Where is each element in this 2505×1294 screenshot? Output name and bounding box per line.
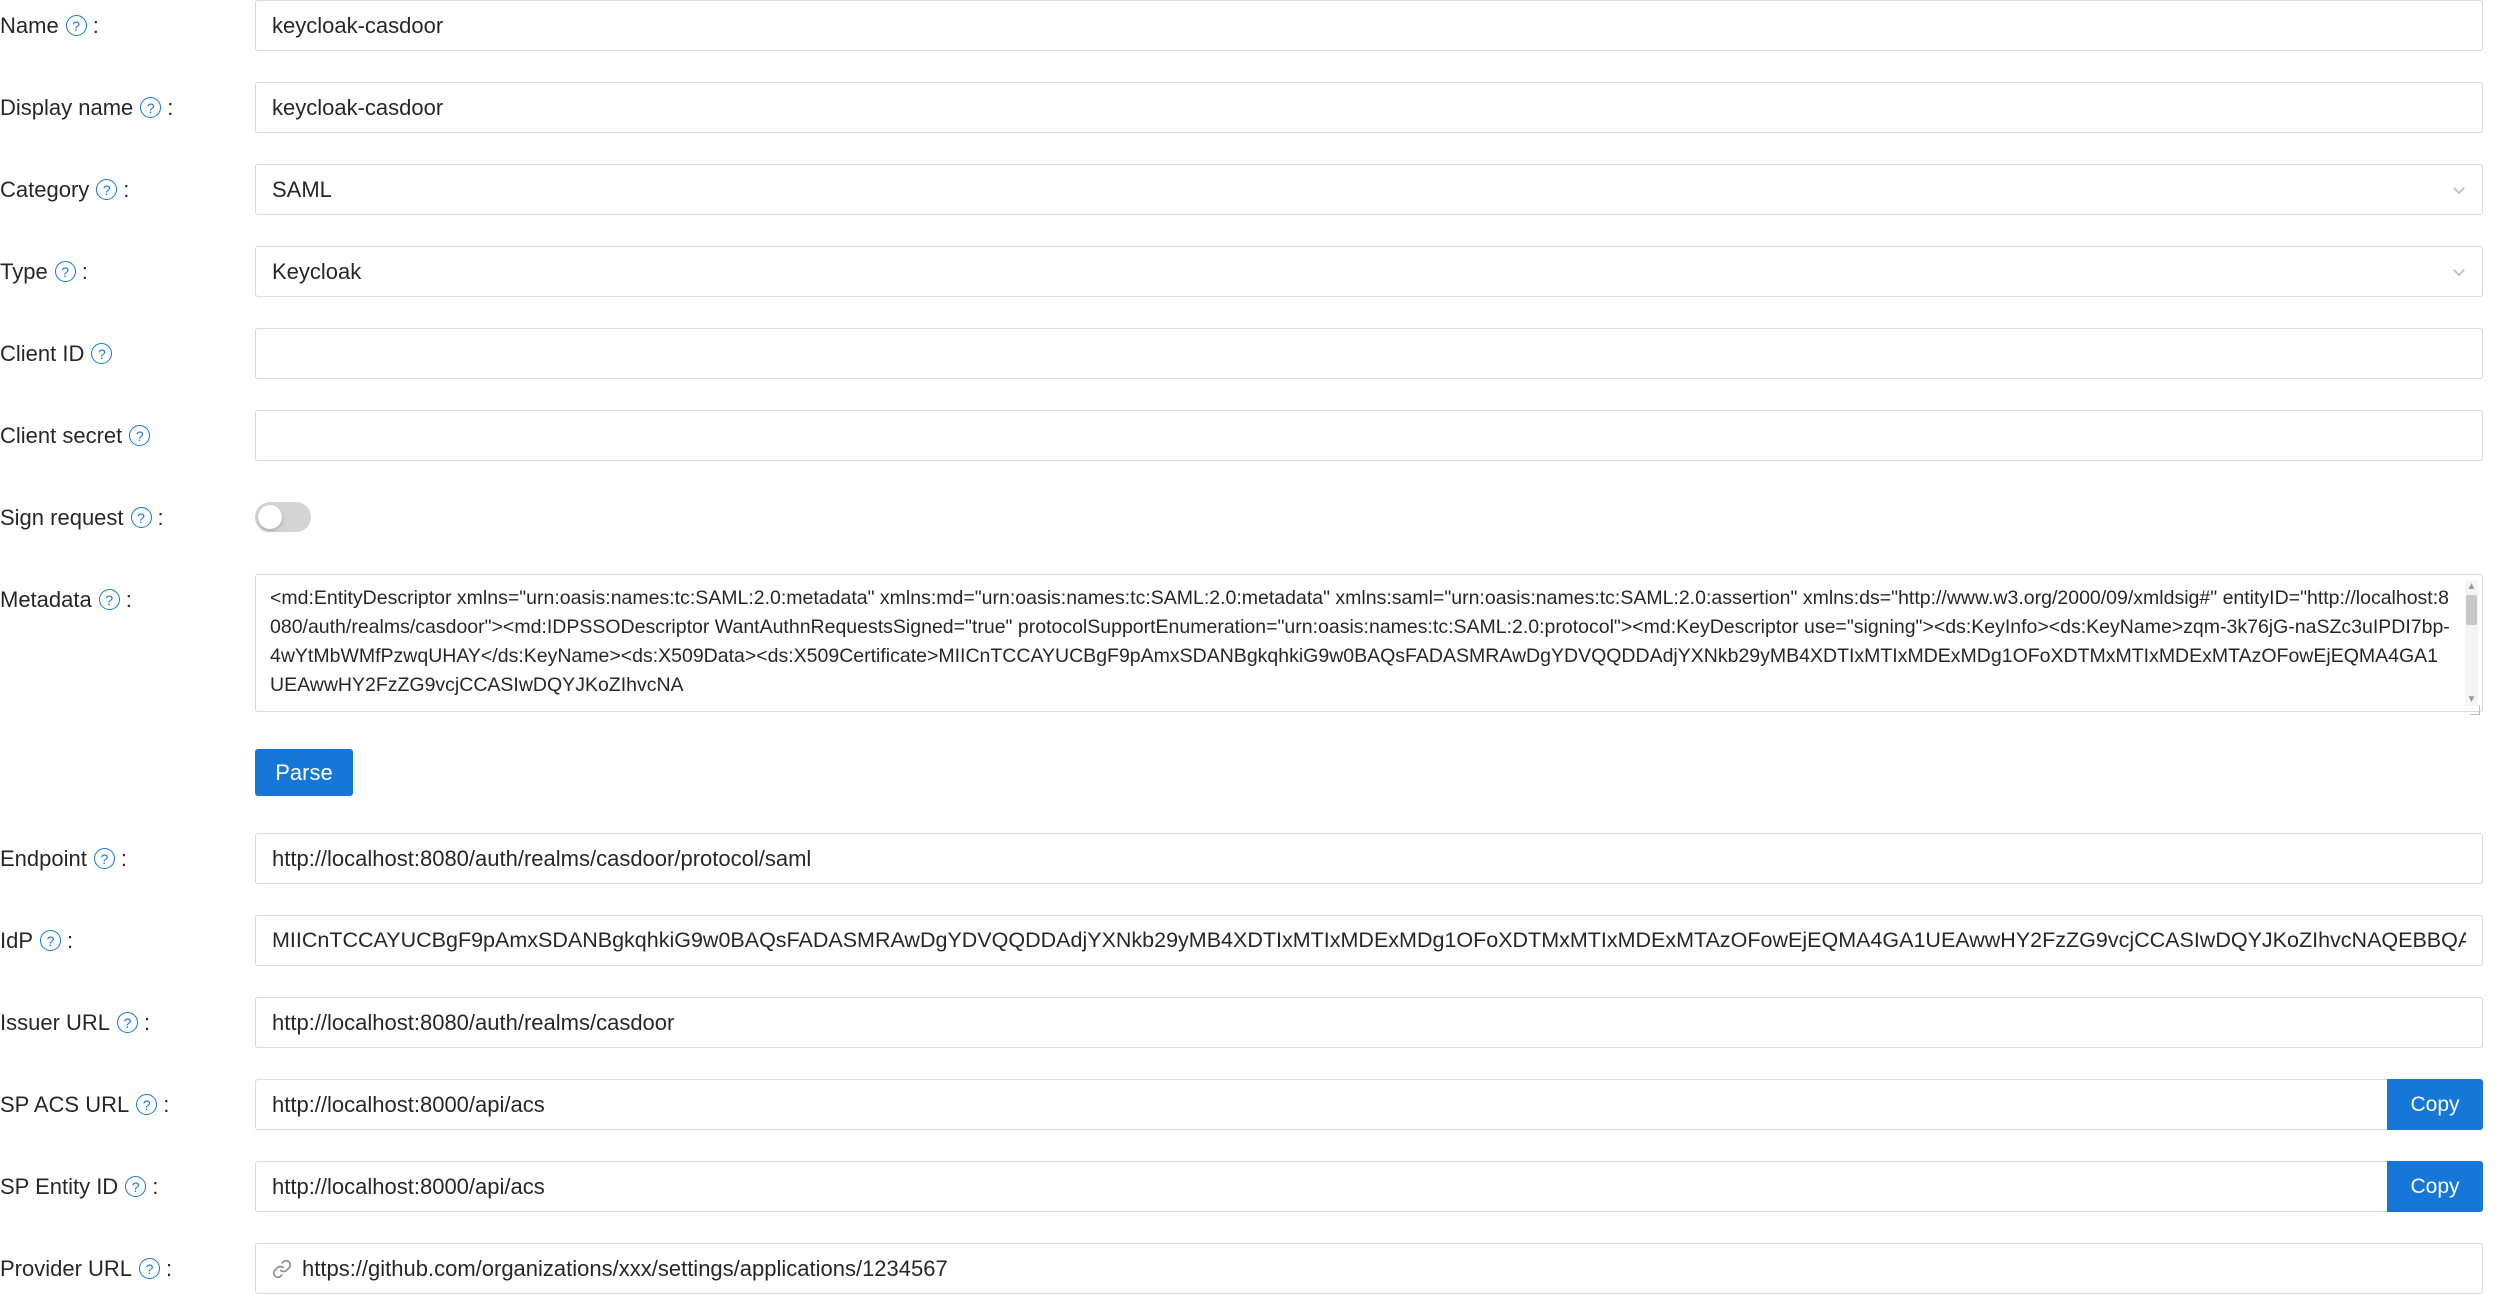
label-colon: : <box>67 927 74 953</box>
label-sp-entity-id-text: SP Entity ID <box>0 1173 119 1199</box>
label-sp-acs-url <box>0 1079 255 1130</box>
display-name-input[interactable] <box>255 82 2483 133</box>
field-provider-url <box>255 1243 2505 1294</box>
label-sp-acs-url-text: SP ACS URL <box>0 1091 130 1117</box>
form-row-sign-request <box>0 492 2505 543</box>
type-select[interactable] <box>255 246 2483 297</box>
category-select-value: SAML <box>272 177 332 202</box>
help-icon[interactable]: ? <box>40 930 61 951</box>
metadata-textarea-wrap <box>255 574 2483 718</box>
help-icon[interactable]: ? <box>94 848 115 869</box>
form-row-name <box>0 0 2505 51</box>
label-type-text: Type <box>0 258 48 284</box>
label-colon: : <box>152 1173 159 1199</box>
label-idp <box>0 915 255 966</box>
form-row-idp <box>0 915 2505 966</box>
chevron-down-icon <box>2450 181 2468 199</box>
name-input[interactable] <box>255 0 2483 51</box>
sign-request-toggle[interactable] <box>255 502 311 532</box>
field-type <box>255 246 2505 297</box>
label-category <box>0 164 255 215</box>
form-row-sp-acs-url <box>0 1079 2505 1130</box>
form-row-parse <box>0 749 2505 800</box>
sp-entity-id-input[interactable] <box>255 1161 2388 1212</box>
field-display-name <box>255 82 2505 133</box>
copy-sp-acs-url-button[interactable]: Copy <box>2387 1079 2483 1130</box>
field-category <box>255 164 2505 215</box>
help-icon[interactable]: ? <box>91 343 112 364</box>
label-endpoint-text: Endpoint <box>0 845 87 871</box>
label-client-id-text: Client ID <box>0 340 85 366</box>
endpoint-input[interactable] <box>255 833 2483 884</box>
field-name <box>255 0 2505 51</box>
help-icon[interactable]: ? <box>136 1094 157 1115</box>
label-category-text: Category <box>0 176 90 202</box>
category-select[interactable] <box>255 164 2483 215</box>
copy-sp-entity-id-button[interactable]: Copy <box>2387 1161 2483 1212</box>
client-id-input[interactable] <box>255 328 2483 379</box>
label-metadata-text: Metadata <box>0 586 92 612</box>
form-row-provider-url <box>0 1243 2505 1294</box>
field-idp <box>255 915 2505 966</box>
scroll-down-icon[interactable]: ▼ <box>2466 694 2477 705</box>
sp-acs-url-input[interactable] <box>255 1079 2388 1130</box>
provider-url-text: https://github.com/organizations/xxx/settings/applications/1234567 <box>302 1255 948 1281</box>
form-row-endpoint <box>0 833 2505 884</box>
label-idp-text: IdP <box>0 927 34 953</box>
field-client-secret <box>255 410 2505 461</box>
label-name-text: Name <box>0 12 59 38</box>
type-select-value: Keycloak <box>272 259 362 284</box>
sp-acs-url-group <box>255 1079 2483 1130</box>
field-sp-entity-id <box>255 1161 2505 1212</box>
label-sign-request-text: Sign request <box>0 504 124 530</box>
label-provider-url <box>0 1243 255 1294</box>
help-icon[interactable]: ? <box>140 97 161 118</box>
label-colon: : <box>157 504 164 530</box>
label-issuer-url-text: Issuer URL <box>0 1009 111 1035</box>
label-colon: : <box>167 94 174 120</box>
idp-input[interactable] <box>255 915 2483 966</box>
issuer-url-input[interactable] <box>255 997 2483 1048</box>
help-icon[interactable]: ? <box>139 1258 160 1279</box>
label-colon: : <box>123 176 130 202</box>
label-sp-entity-id <box>0 1161 255 1212</box>
label-endpoint <box>0 833 255 884</box>
field-sp-acs-url <box>255 1079 2505 1130</box>
label-colon: : <box>125 586 132 612</box>
field-endpoint <box>255 833 2505 884</box>
metadata-textarea[interactable] <box>255 574 2483 712</box>
scroll-up-icon[interactable]: ▲ <box>2466 581 2477 592</box>
client-secret-input[interactable] <box>255 410 2483 461</box>
label-colon: : <box>144 1009 151 1035</box>
label-colon: : <box>92 12 99 38</box>
label-colon: : <box>166 1255 173 1281</box>
form-row-type <box>0 246 2505 297</box>
form-row-category <box>0 164 2505 215</box>
label-client-secret <box>0 410 255 461</box>
chevron-down-icon <box>2450 263 2468 281</box>
toggle-knob <box>258 505 282 529</box>
label-metadata <box>0 574 255 625</box>
label-type <box>0 246 255 297</box>
help-icon[interactable]: ? <box>129 425 150 446</box>
link-icon <box>272 1259 292 1279</box>
label-colon: : <box>120 845 127 871</box>
provider-url-input[interactable] <box>255 1243 2483 1294</box>
label-client-id <box>0 328 255 379</box>
help-icon[interactable]: ? <box>55 261 76 282</box>
field-issuer-url <box>255 997 2505 1048</box>
form-row-metadata <box>0 574 2505 718</box>
metadata-scrollbar[interactable] <box>2465 580 2478 706</box>
form-row-client-secret <box>0 410 2505 461</box>
label-issuer-url <box>0 997 255 1048</box>
form-row-sp-entity-id <box>0 1161 2505 1212</box>
field-parse <box>255 749 2505 796</box>
form-row-client-id <box>0 328 2505 379</box>
label-name <box>0 0 255 51</box>
label-provider-url-text: Provider URL <box>0 1255 133 1281</box>
label-sign-request <box>0 492 255 543</box>
label-client-secret-text: Client secret <box>0 422 123 448</box>
label-colon: : <box>163 1091 170 1117</box>
help-icon[interactable]: ? <box>66 15 87 36</box>
help-icon[interactable]: ? <box>125 1176 146 1197</box>
parse-button[interactable]: Parse <box>255 749 353 796</box>
form-row-display-name <box>0 82 2505 133</box>
textarea-resize-handle[interactable] <box>2469 704 2481 716</box>
field-client-id <box>255 328 2505 379</box>
help-icon[interactable]: ? <box>131 507 152 528</box>
field-sign-request <box>255 492 2505 532</box>
form-row-issuer-url <box>0 997 2505 1048</box>
label-colon: : <box>81 258 88 284</box>
field-metadata <box>255 574 2505 718</box>
label-display-name-text: Display name <box>0 94 134 120</box>
scrollbar-thumb[interactable] <box>2466 595 2477 625</box>
help-icon[interactable]: ? <box>99 589 120 610</box>
label-display-name <box>0 82 255 133</box>
help-icon[interactable]: ? <box>96 179 117 200</box>
label-parse-spacer <box>0 749 255 800</box>
sp-entity-id-group <box>255 1161 2483 1212</box>
help-icon[interactable]: ? <box>117 1012 138 1033</box>
